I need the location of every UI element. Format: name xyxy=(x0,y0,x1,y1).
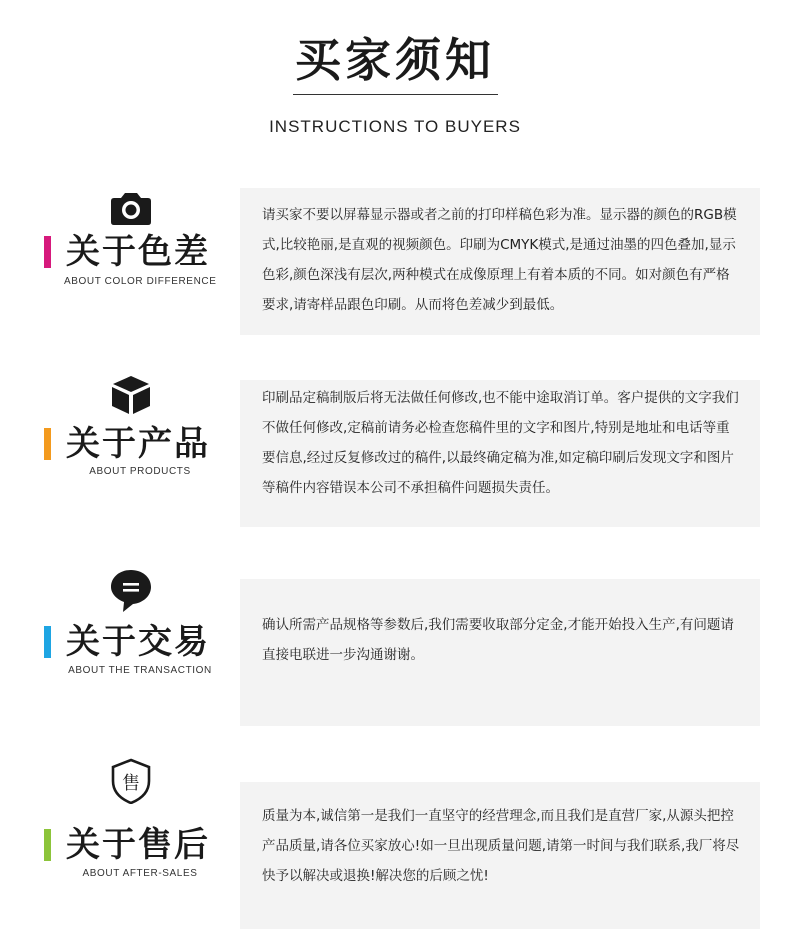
accent-bar xyxy=(44,236,51,268)
section-heading: 关于产品 xyxy=(66,424,210,464)
section-text: 确认所需产品规格等参数后,我们需要收取部分定金,才能开始投入生产,有问题请直接电联进一步沟通谢谢。 xyxy=(262,617,734,663)
section-heading-english: ABOUT THE TRANSACTION xyxy=(68,665,212,676)
accent-bar xyxy=(44,829,51,861)
info-box xyxy=(240,188,760,335)
section-text: 质量为本,诚信第一是我们一直坚守的经营理念,而且我们是直营厂家,从源头把控产品质量,请各位买家放心!如一旦出现质量问题,请第一时间与我们联系,我厂将尽快予以解决或退换!解决您的后顾之忧! xyxy=(262,808,740,884)
info-box xyxy=(240,380,760,527)
section-heading: 关于售后 xyxy=(66,825,210,865)
accent-bar xyxy=(44,626,51,658)
section-heading: 关于交易 xyxy=(66,622,210,662)
info-box xyxy=(240,579,760,726)
section-text: 请买家不要以屏幕显示器或者之前的打印样稿色彩为准。显示器的颜色的RGB模式,比较艳丽,是直观的视频颜色。印刷为CMYK模式,是通过油墨的四色叠加,显示色彩,颜色深浅有层次,两种模式在成像原理上有着本质的不同。如对颜色有严格要求,请寄样品跟色印刷。从而将色差减少到最低。 xyxy=(262,207,737,313)
shield-label: 售 xyxy=(122,773,140,794)
section-text: 印刷品定稿制版后将无法做任何修改,也不能中途取消订单。客户提供的文字我们不做任何修改,定稿前请务必检查您稿件里的文字和图片,特别是地址和电话等重要信息,经过反复修改过的稿件,以最终确定稿为准,如定稿印刷后发现文字和图片等稿件内容错误本公司不承担稿件问题损失责任。 xyxy=(262,390,739,496)
section-heading-english: ABOUT COLOR DIFFERENCE xyxy=(64,276,217,287)
section-heading-english: ABOUT AFTER-SALES xyxy=(82,868,198,879)
chat-bubble-icon xyxy=(108,567,154,613)
accent-bar xyxy=(44,428,51,460)
box-icon xyxy=(108,372,154,418)
page-subtitle: INSTRUCTIONS TO BUYERS xyxy=(269,117,521,136)
info-box xyxy=(240,782,760,929)
section-heading: 关于色差 xyxy=(66,232,210,272)
camera-icon xyxy=(108,188,154,234)
section-heading-english: ABOUT PRODUCTS xyxy=(89,466,191,477)
page-title: 买家须知 xyxy=(295,33,495,87)
title-underline xyxy=(293,94,498,95)
shield-icon xyxy=(108,758,154,804)
